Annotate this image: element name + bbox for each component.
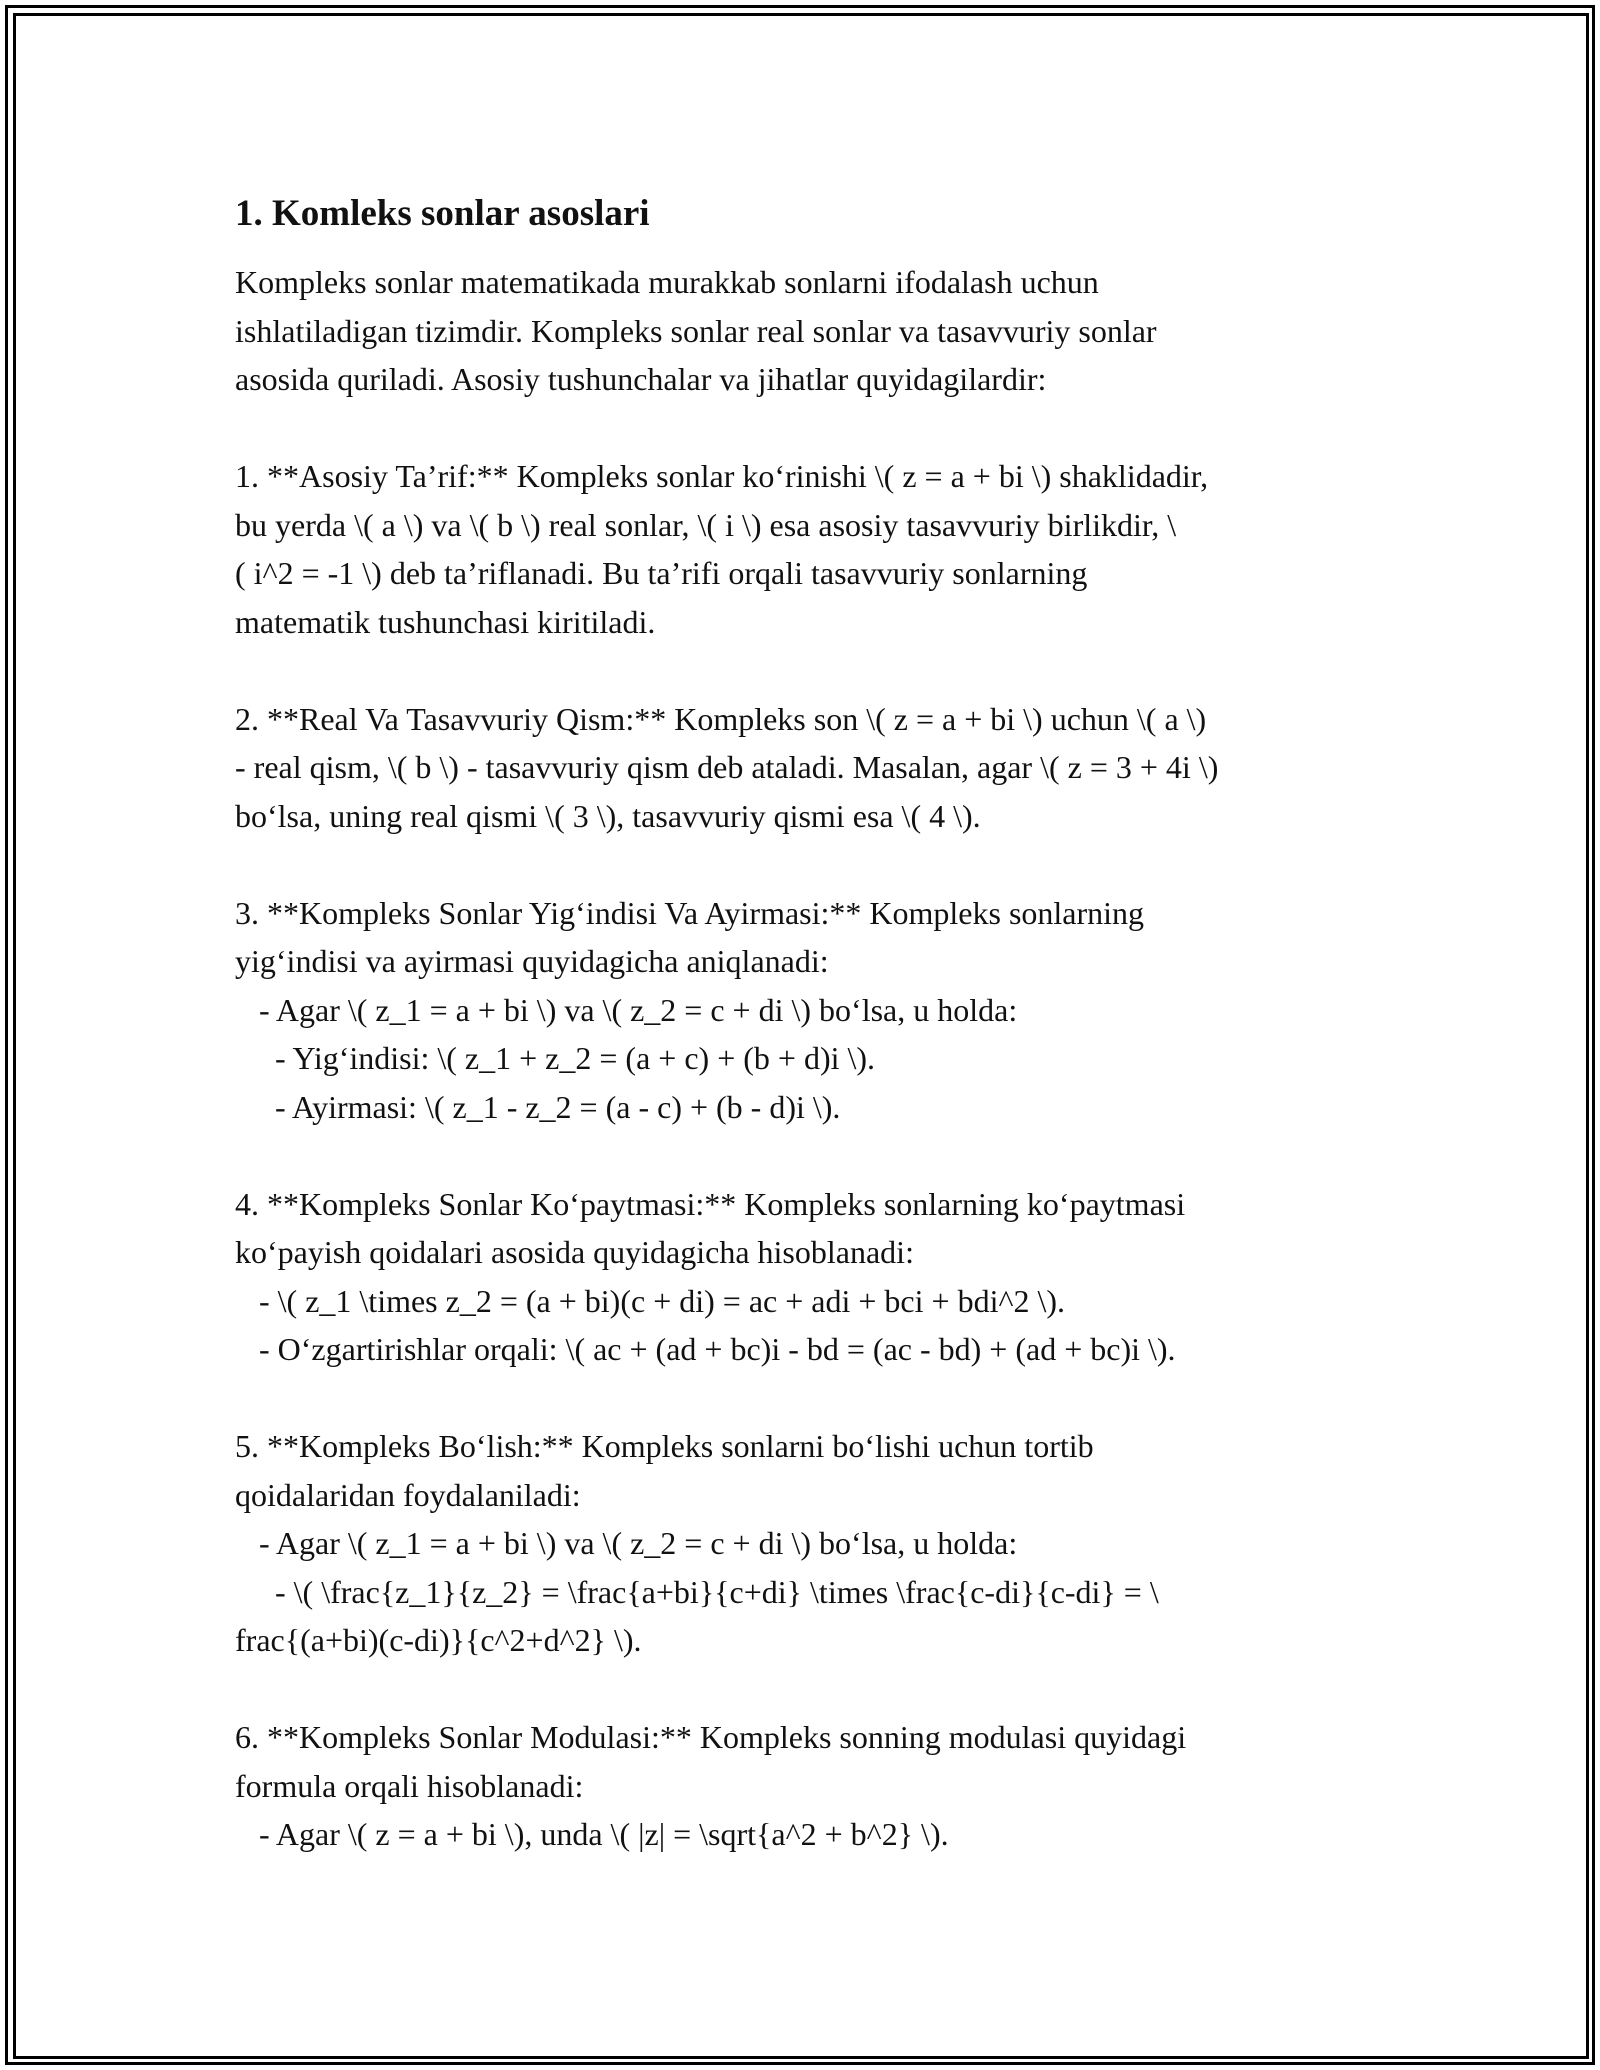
item-modulus [235,1713,1375,1859]
item-line: - Agar \( z = a + bi \), unda \( |z| = \sqrt{a^2 + b^2} \). [235,1816,949,1852]
item-line: - Ayirmasi: \( z_1 - z_2 = (a - c) + (b - d)i \). [235,1088,841,1125]
item-line: - \( \frac{z_1}{z_2} = \frac{a+bi}{c+di} \times \frac{c-di}{c-di} = \ [235,1573,1159,1610]
item-sum-difference [235,889,1375,1132]
item-line: 5. **Kompleks Bo‘lish:** Kompleks sonlarni bo‘lishi uchun tortib [235,1428,1094,1464]
paragraph-gap [235,646,1375,695]
item-line: - Agar \( z_1 = a + bi \) va \( z_2 = c + di \) bo‘lsa, u holda: [235,991,1018,1028]
document-body [235,190,1375,1859]
paragraph-gap [235,404,1375,453]
paragraph-gap [235,1374,1375,1423]
item-line: yig‘indisi va ayirmasi quyidagicha aniqlanadi: [235,943,829,979]
item-division [235,1422,1375,1665]
item-line: matematik tushunchasi kiritiladi. [235,603,656,640]
section-heading: 1. Komleks sonlar asoslari [235,193,650,234]
item-line: frac{(a+bi)(c-di)}{c^2+d^2} \). [235,1622,642,1658]
paragraph-gap [235,1131,1375,1180]
item-line: 6. **Kompleks Sonlar Modulasi:** Kompleks sonning modulasi quyidagi [235,1719,1187,1755]
intro-line: ishlatiladigan tizimdir. Kompleks sonlar real sonlar va tasavvuriy sonlar [235,312,1157,349]
item-line: bo‘lsa, uning real qismi \( 3 \), tasavvuriy qismi esa \( 4 \). [235,797,981,834]
intro-line: asosida quriladi. Asosiy tushunchalar va jihatlar quyidagilardir: [235,361,1047,397]
item-line: - real qism, \( b \) - tasavvuriy qism deb ataladi. Masalan, agar \( z = 3 + 4i \) [235,749,1219,785]
intro-line: Kompleks sonlar matematikada murakkab sonlarni ifodalash uchun [235,264,1099,300]
item-line: 4. **Kompleks Sonlar Ko‘paytmasi:** Kompleks sonlarning ko‘paytmasi [235,1185,1186,1222]
item-line: 3. **Kompleks Sonlar Yig‘indisi Va Ayirmasi:** Kompleks sonlarning [235,894,1145,931]
item-line: formula orqali hisoblanadi: [235,1767,584,1804]
item-product [235,1180,1375,1374]
item-line: - Agar \( z_1 = a + bi \) va \( z_2 = c + di \) bo‘lsa, u holda: [235,1525,1018,1561]
item-line: qoidalaridan foydalaniladi: [235,1476,581,1513]
item-line: - Yig‘indisi: \( z_1 + z_2 = (a + c) + (b + d)i \). [235,1040,876,1076]
item-line: - \( z_1 \times z_2 = (a + bi)(c + di) = ac + adi + bci + bdi^2 \). [235,1282,1066,1319]
item-line: 2. **Real Va Tasavvuriy Qism:** Kompleks son \( z = a + bi \) uchun \( a \) [235,700,1207,737]
item-line: - O‘zgartirishlar orqali: \( ac + (ad + bc)i - bd = (ac - bd) + (ad + bc)i \). [235,1331,1176,1367]
intro-paragraph [235,258,1375,404]
paragraph-gap [235,1665,1375,1714]
item-definition [235,452,1375,646]
item-real-imaginary [235,695,1375,841]
item-line: bu yerda \( a \) va \( b \) real sonlar, \( i \) esa asosiy tasavvuriy birlikdir, \ [235,506,1177,543]
item-line: 1. **Asosiy Ta’rif:** Kompleks sonlar ko‘rinishi \( z = a + bi \) shaklidadir, [235,458,1209,494]
item-line: ( i^2 = -1 \) deb ta’riflanadi. Bu ta’rifi orqali tasavvuriy sonlarning [235,555,1088,591]
item-line: ko‘payish qoidalari asosida quyidagicha hisoblanadi: [235,1234,914,1270]
paragraph-gap [235,840,1375,889]
